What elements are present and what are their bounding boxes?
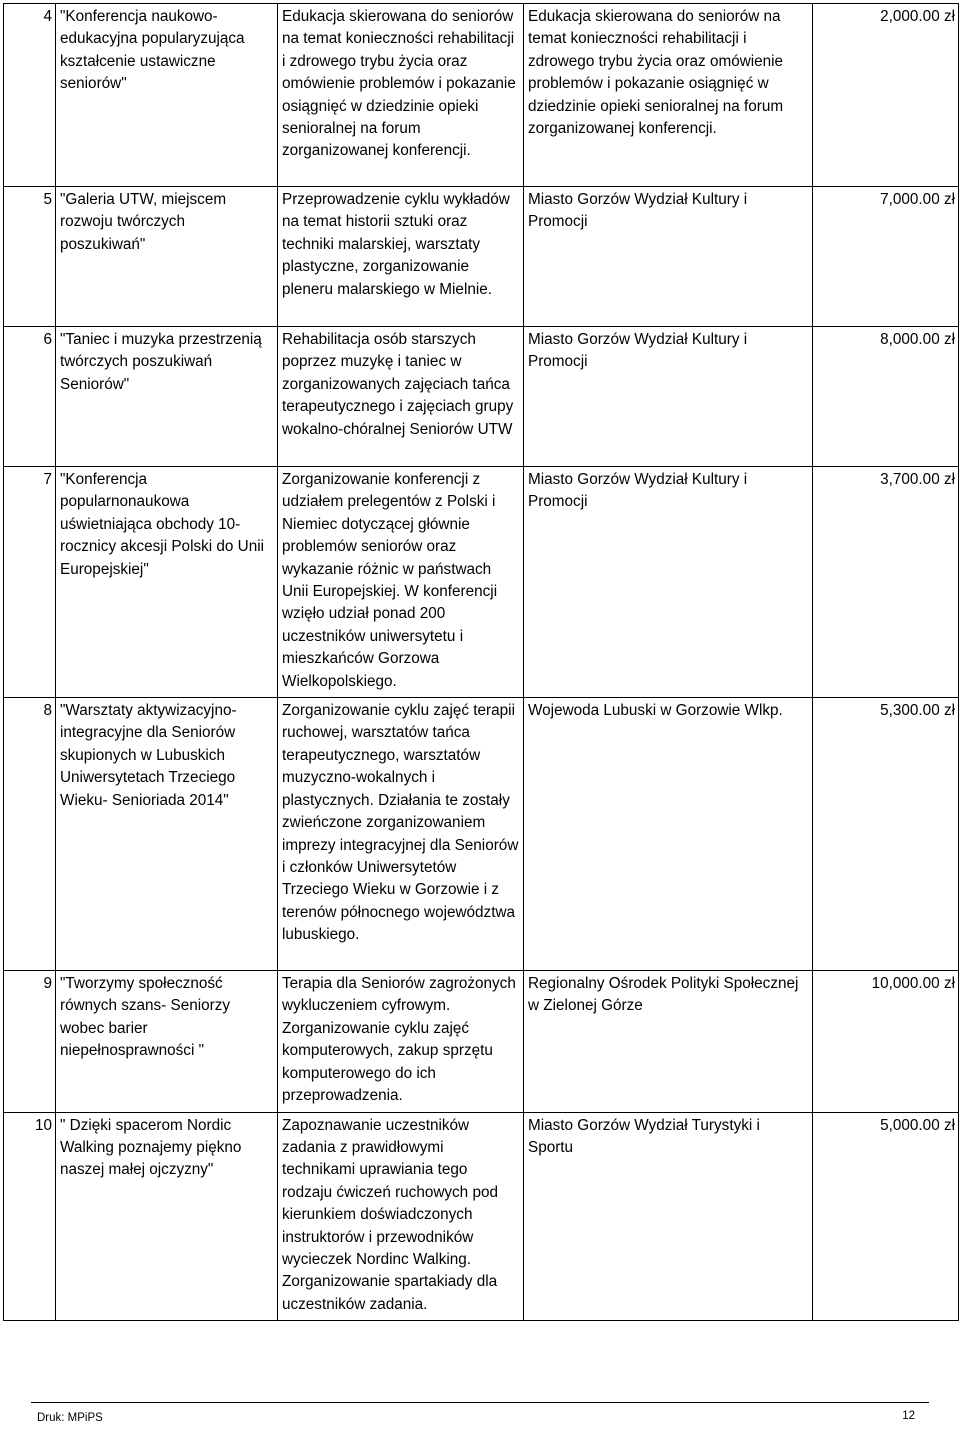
project-description: Terapia dla Seniorów zagrożonych wykluczeniem cyfrowym. Zorganizowanie cyklu zajęć komputerowych, zakup sprzętu komputerowego do ich przeprowadzenia.: [278, 971, 524, 1112]
print-label: Druk: MPiPS: [37, 1412, 103, 1424]
project-funder: Miasto Gorzów Wydział Kultury i Promocji: [524, 187, 813, 327]
project-description: Zorganizowanie konferencji z udziałem prelegentów z Polski i Niemiec dotyczącej głównie problemów seniorów oraz wykazanie różnic w państwach Unii Europejskiej. W konferencji wzięło udział ponad 200 uczestników uniwersytetu i mieszkańców Gorzowa Wielkopolskiego.: [278, 467, 524, 698]
project-amount: 7,000.00 zł: [813, 187, 959, 327]
project-funder: Miasto Gorzów Wydział Kultury i Promocji: [524, 467, 813, 698]
table-row: [4, 327, 959, 467]
project-title: "Konferencja naukowo-edukacyjna popularyzująca kształcenie ustawiczne seniorów": [56, 4, 278, 187]
project-funder: Edukacja skierowana do seniorów na temat konieczności rehabilitacji i zdrowego trybu życia oraz omówienie problemów i pokazanie osiągnięć w dziedzinie opieki senioralnej na forum zorganizowanej konferencji.: [524, 4, 813, 187]
row-number: 9: [4, 971, 56, 1112]
table-row: [4, 187, 959, 327]
page-number: 12: [902, 1410, 915, 1422]
project-description: Zorganizowanie cyklu zajęć terapii ruchowej, warsztatów tańca terapeutycznego, warsztatów muzyczno-wokalnych i plastycznych. Działania te zostały zwieńczone zorganizowaniem imprezy integracyjnej dla Seniorów i członków Uniwersytetów Trzeciego Wieku w Gorzowie i z terenów północnego województwa lubuskiego.: [278, 698, 524, 971]
project-title: "Tworzymy społeczność równych szans- Seniorzy wobec barier niepełnosprawności ": [56, 971, 278, 1112]
project-funder: Miasto Gorzów Wydział Turystyki i Sportu: [524, 1112, 813, 1321]
table-row: [4, 4, 959, 187]
project-title: "Taniec i muzyka przestrzenią twórczych poszukiwań Seniorów": [56, 327, 278, 467]
project-amount: 8,000.00 zł: [813, 327, 959, 467]
project-title: "Konferencja popularnonaukowa uświetniająca obchody 10-rocznicy akcesji Polski do Unii Europejskiej": [56, 467, 278, 698]
page-footer: [31, 1402, 929, 1424]
project-description: Edukacja skierowana do seniorów na temat konieczności rehabilitacji i zdrowego trybu życia oraz omówienie problemów i pokazanie osiągnięć w dziedzinie opieki senioralnej na forum zorganizowanej konferencji.: [278, 4, 524, 187]
table-row: [4, 1112, 959, 1321]
row-number: 5: [4, 187, 56, 327]
project-title: "Warsztaty aktywizacyjno-integracyjne dla Seniorów skupionych w Lubuskich Uniwersytetach Trzeciego Wieku- Senioriada 2014": [56, 698, 278, 971]
project-funder: Miasto Gorzów Wydział Kultury i Promocji: [524, 327, 813, 467]
project-description: Zapoznawanie uczestników zadania z prawidłowymi technikami uprawiania tego rodzaju ćwiczeń ruchowych pod kierunkiem doświadczonych instruktorów i przewodników wycieczek Nordinc Walking. Zorganizowanie spartakiady dla uczestników zadania.: [278, 1112, 524, 1321]
project-title: " Dzięki spacerom Nordic Walking poznajemy piękno naszej małej ojczyzny": [56, 1112, 278, 1321]
row-number: 7: [4, 467, 56, 698]
project-amount: 5,300.00 zł: [813, 698, 959, 971]
project-funder: Wojewoda Lubuski w Gorzowie Wlkp.: [524, 698, 813, 971]
row-number: 8: [4, 698, 56, 971]
project-description: Przeprowadzenie cyklu wykładów na temat historii sztuki oraz techniki malarskiej, warsztaty plastyczne, zorganizowanie pleneru malarskiego w Mielnie.: [278, 187, 524, 327]
row-number: 6: [4, 327, 56, 467]
project-title: "Galeria UTW, miejscem rozwoju twórczych poszukiwań": [56, 187, 278, 327]
project-amount: 3,700.00 zł: [813, 467, 959, 698]
projects-table: [3, 3, 959, 1321]
project-funder: Regionalny Ośrodek Polityki Społecznej w Zielonej Górze: [524, 971, 813, 1112]
project-amount: 10,000.00 zł: [813, 971, 959, 1112]
table-row: [4, 971, 959, 1112]
project-amount: 2,000.00 zł: [813, 4, 959, 187]
row-number: 10: [4, 1112, 56, 1321]
project-description: Rehabilitacja osób starszych poprzez muzykę i taniec w zorganizowanych zajęciach tańca terapeutycznego i zajęciach grupy wokalno-chóralnej Seniorów UTW: [278, 327, 524, 467]
project-amount: 5,000.00 zł: [813, 1112, 959, 1321]
table-row: [4, 698, 959, 971]
table-row: [4, 467, 959, 698]
row-number: 4: [4, 4, 56, 187]
